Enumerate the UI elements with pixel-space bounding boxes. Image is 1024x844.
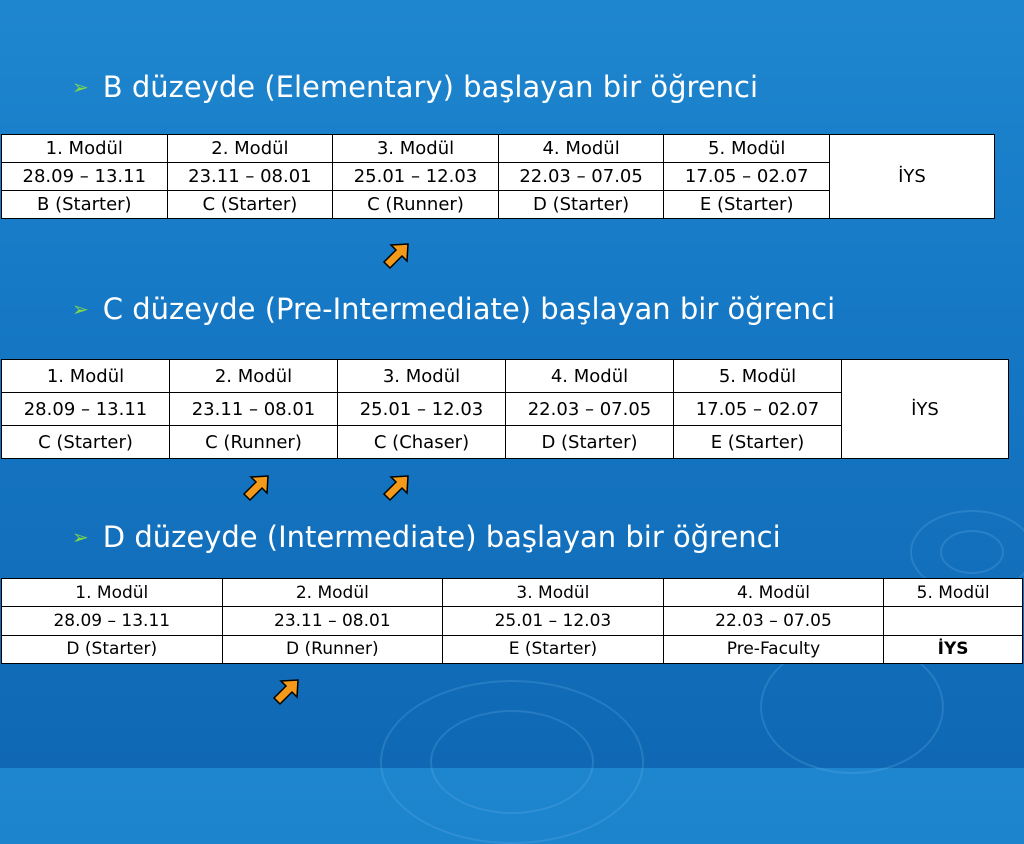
level-cell: C (Runner)	[333, 191, 499, 219]
level-cell: D (Starter)	[506, 426, 674, 459]
module-table	[1, 134, 995, 219]
section-heading	[72, 70, 758, 104]
date-cell: 17.05 – 02.07	[664, 163, 830, 191]
arrow-bullet-icon: ➢	[72, 297, 89, 321]
module-cell: 4. Modül	[498, 135, 664, 163]
heading-text: D düzeyde (Intermediate) başlayan bir öğrenci	[102, 520, 781, 554]
module-cell: 3. Modül	[443, 579, 664, 607]
date-cell: 25.01 – 12.03	[333, 163, 499, 191]
module-cell: 5. Modül	[674, 360, 842, 393]
level-cell: Pre-Faculty	[663, 635, 884, 663]
date-cell: 28.09 – 13.11	[2, 393, 170, 426]
section-heading	[72, 520, 781, 554]
arrow-bullet-icon: ➢	[72, 75, 89, 99]
date-cell: 22.03 – 07.05	[498, 163, 664, 191]
date-cell: 23.11 – 08.01	[167, 163, 333, 191]
module-cell: 5. Modül	[664, 135, 830, 163]
up-right-arrow-icon	[380, 472, 412, 504]
module-table	[1, 578, 1023, 664]
level-cell: E (Starter)	[664, 191, 830, 219]
level-cell: D (Starter)	[2, 635, 223, 663]
up-right-arrow-icon	[240, 472, 272, 504]
level-cell: B (Starter)	[2, 191, 168, 219]
up-right-arrow-icon	[380, 240, 412, 272]
module-cell: 3. Modül	[338, 360, 506, 393]
date-cell: 25.01 – 12.03	[338, 393, 506, 426]
date-cell: 28.09 – 13.11	[2, 607, 223, 635]
module-cell: 2. Modül	[170, 360, 338, 393]
date-cell: 28.09 – 13.11	[2, 163, 168, 191]
level-cell: C (Runner)	[170, 426, 338, 459]
date-cell	[884, 607, 1023, 635]
level-cell: C (Starter)	[2, 426, 170, 459]
module-cell: 1. Modül	[2, 360, 170, 393]
module-cell: 4. Modül	[506, 360, 674, 393]
module-cell: 3. Modül	[333, 135, 499, 163]
level-cell: C (Starter)	[167, 191, 333, 219]
module-cell: 1. Modül	[2, 135, 168, 163]
level-cell: D (Runner)	[222, 635, 443, 663]
module-cell: 2. Modül	[222, 579, 443, 607]
date-cell: 23.11 – 08.01	[222, 607, 443, 635]
module-table	[1, 359, 1009, 459]
date-cell: 23.11 – 08.01	[170, 393, 338, 426]
arrow-bullet-icon: ➢	[72, 525, 89, 549]
level-cell: E (Starter)	[674, 426, 842, 459]
level-cell: D (Starter)	[498, 191, 664, 219]
module-cell: 4. Modül	[663, 579, 884, 607]
module-cell: 1. Modül	[2, 579, 223, 607]
ripple-decoration	[430, 710, 594, 814]
up-right-arrow-icon	[270, 676, 302, 708]
date-cell: 22.03 – 07.05	[663, 607, 884, 635]
date-cell: 22.03 – 07.05	[506, 393, 674, 426]
heading-text: C düzeyde (Pre-Intermediate) başlayan bir öğrenci	[102, 292, 836, 326]
heading-text: B düzeyde (Elementary) başlayan bir öğrenci	[102, 70, 759, 104]
final-exam-cell: İYS	[830, 135, 995, 219]
final-exam-cell: İYS	[884, 635, 1023, 663]
date-cell: 17.05 – 02.07	[674, 393, 842, 426]
date-cell: 25.01 – 12.03	[443, 607, 664, 635]
module-cell: 2. Modül	[167, 135, 333, 163]
level-cell: C (Chaser)	[338, 426, 506, 459]
section-heading	[72, 292, 835, 326]
final-exam-cell: İYS	[842, 360, 1009, 459]
module-cell: 5. Modül	[884, 579, 1023, 607]
level-cell: E (Starter)	[443, 635, 664, 663]
